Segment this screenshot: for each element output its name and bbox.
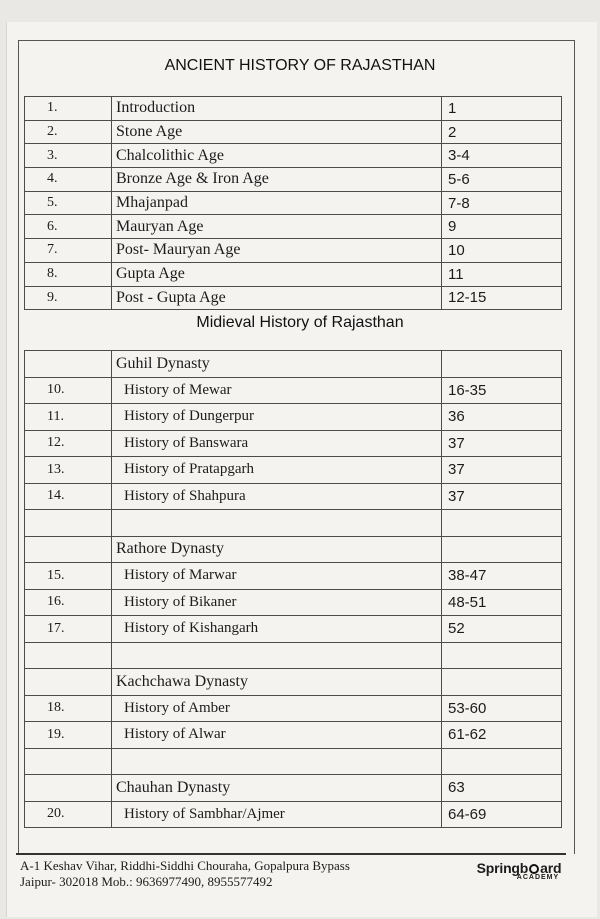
toc-pages: 53-60 [442,695,562,722]
toc-pages: 11 [442,262,562,286]
toc-number [25,536,112,563]
toc-pages: 64-69 [442,801,562,828]
toc-number [25,510,112,537]
toc-number: 19. [25,722,112,749]
toc-row [25,722,562,749]
toc-topic: Mhajanpad [112,191,442,215]
toc-number: 12. [25,430,112,457]
toc-topic: Gupta Age [112,262,442,286]
toc-row [25,144,562,168]
toc-number: 16. [25,589,112,616]
toc-number: 11. [25,404,112,431]
toc-pages: 12-15 [442,286,562,310]
toc-row [25,97,562,121]
toc-row [25,695,562,722]
toc-number: 8. [25,262,112,286]
toc-number: 1. [25,97,112,121]
toc-topic: History of Marwar [112,563,442,590]
toc-row [25,404,562,431]
toc-pages: 5-6 [442,168,562,192]
toc-pages: 52 [442,616,562,643]
toc-pages: 2 [442,120,562,144]
toc-number: 6. [25,215,112,239]
toc-row [25,563,562,590]
address-line-1: A-1 Keshav Vihar, Riddhi-Siddhi Chouraha, Gopalpura Bypass [20,858,350,873]
toc-pages: 38-47 [442,563,562,590]
toc-pages [442,536,562,563]
toc-row [25,168,562,192]
toc-row [25,215,562,239]
toc-topic: History of Shahpura [112,483,442,510]
toc-pages [442,351,562,378]
toc-row [25,510,562,537]
toc-number: 3. [25,144,112,168]
toc-pages [442,510,562,537]
toc-row [25,191,562,215]
toc-topic: Stone Age [112,120,442,144]
toc-row [25,377,562,404]
toc-pages: 63 [442,775,562,802]
toc-number [25,351,112,378]
toc-topic: History of Amber [112,695,442,722]
toc-row [25,669,562,696]
toc-topic: History of Alwar [112,722,442,749]
toc-topic: Chauhan Dynasty [112,775,442,802]
toc-topic: Rathore Dynasty [112,536,442,563]
toc-pages: 9 [442,215,562,239]
toc-row [25,457,562,484]
toc-topic: Introduction [112,97,442,121]
toc-topic [112,642,442,669]
toc-pages [442,748,562,775]
toc-topic: Guhil Dynasty [112,351,442,378]
medieval-history-title: Midieval History of Rajasthan [196,314,404,331]
toc-number: 10. [25,377,112,404]
toc-topic: Post- Mauryan Age [112,239,442,263]
toc-pages: 61-62 [442,722,562,749]
toc-pages: 48-51 [442,589,562,616]
ancient-history-title: ANCIENT HISTORY OF RAJASTHAN [164,57,436,74]
brand-o-icon [529,864,539,874]
toc-row [25,748,562,775]
toc-topic: Bronze Age & Iron Age [112,168,442,192]
toc-topic: History of Dungerpur [112,404,442,431]
toc-topic: History of Pratapgarh [112,457,442,484]
toc-topic: History of Kishangarh [112,616,442,643]
toc-number: 7. [25,239,112,263]
toc-row [25,775,562,802]
toc-pages: 37 [442,430,562,457]
toc-number: 15. [25,563,112,590]
springboard-logo [464,860,574,881]
brand-subtitle: ACADEMY [516,874,560,881]
toc-pages: 36 [442,404,562,431]
toc-number [25,748,112,775]
toc-number: 20. [25,801,112,828]
toc-number: 5. [25,191,112,215]
toc-row [25,642,562,669]
toc-row [25,536,562,563]
toc-row [25,430,562,457]
footer-address [20,858,350,890]
toc-number: 13. [25,457,112,484]
toc-topic: Mauryan Age [112,215,442,239]
toc-pages: 3-4 [442,144,562,168]
toc-topic [112,748,442,775]
brand-name: Springb ard [476,860,562,876]
toc-row [25,262,562,286]
toc-number: 4. [25,168,112,192]
toc-topic: History of Bikaner [112,589,442,616]
toc-pages: 7-8 [442,191,562,215]
toc-number [25,642,112,669]
toc-row [25,286,562,310]
toc-number: 18. [25,695,112,722]
toc-topic: Chalcolithic Age [112,144,442,168]
toc-number: 9. [25,286,112,310]
footer-rule [16,853,566,855]
toc-pages: 1 [442,97,562,121]
toc-pages: 37 [442,457,562,484]
toc-number [25,669,112,696]
toc-pages [442,669,562,696]
address-line-2: Jaipur- 302018 Mob.: 9636977490, 8955577492 [20,874,273,889]
toc-row [25,616,562,643]
toc-row [25,483,562,510]
toc-row [25,120,562,144]
toc-pages: 16-35 [442,377,562,404]
toc-number: 14. [25,483,112,510]
toc-row [25,801,562,828]
toc-number: 2. [25,120,112,144]
medieval-history-table [24,350,562,828]
toc-pages [442,642,562,669]
toc-row [25,589,562,616]
toc-number [25,775,112,802]
toc-topic [112,510,442,537]
toc-row [25,351,562,378]
toc-topic: Post - Gupta Age [112,286,442,310]
toc-topic: History of Banswara [112,430,442,457]
toc-pages: 10 [442,239,562,263]
toc-topic: History of Sambhar/Ajmer [112,801,442,828]
toc-pages: 37 [442,483,562,510]
toc-number: 17. [25,616,112,643]
toc-topic: History of Mewar [112,377,442,404]
toc-topic: Kachchawa Dynasty [112,669,442,696]
ancient-history-table [24,96,562,310]
toc-row [25,239,562,263]
